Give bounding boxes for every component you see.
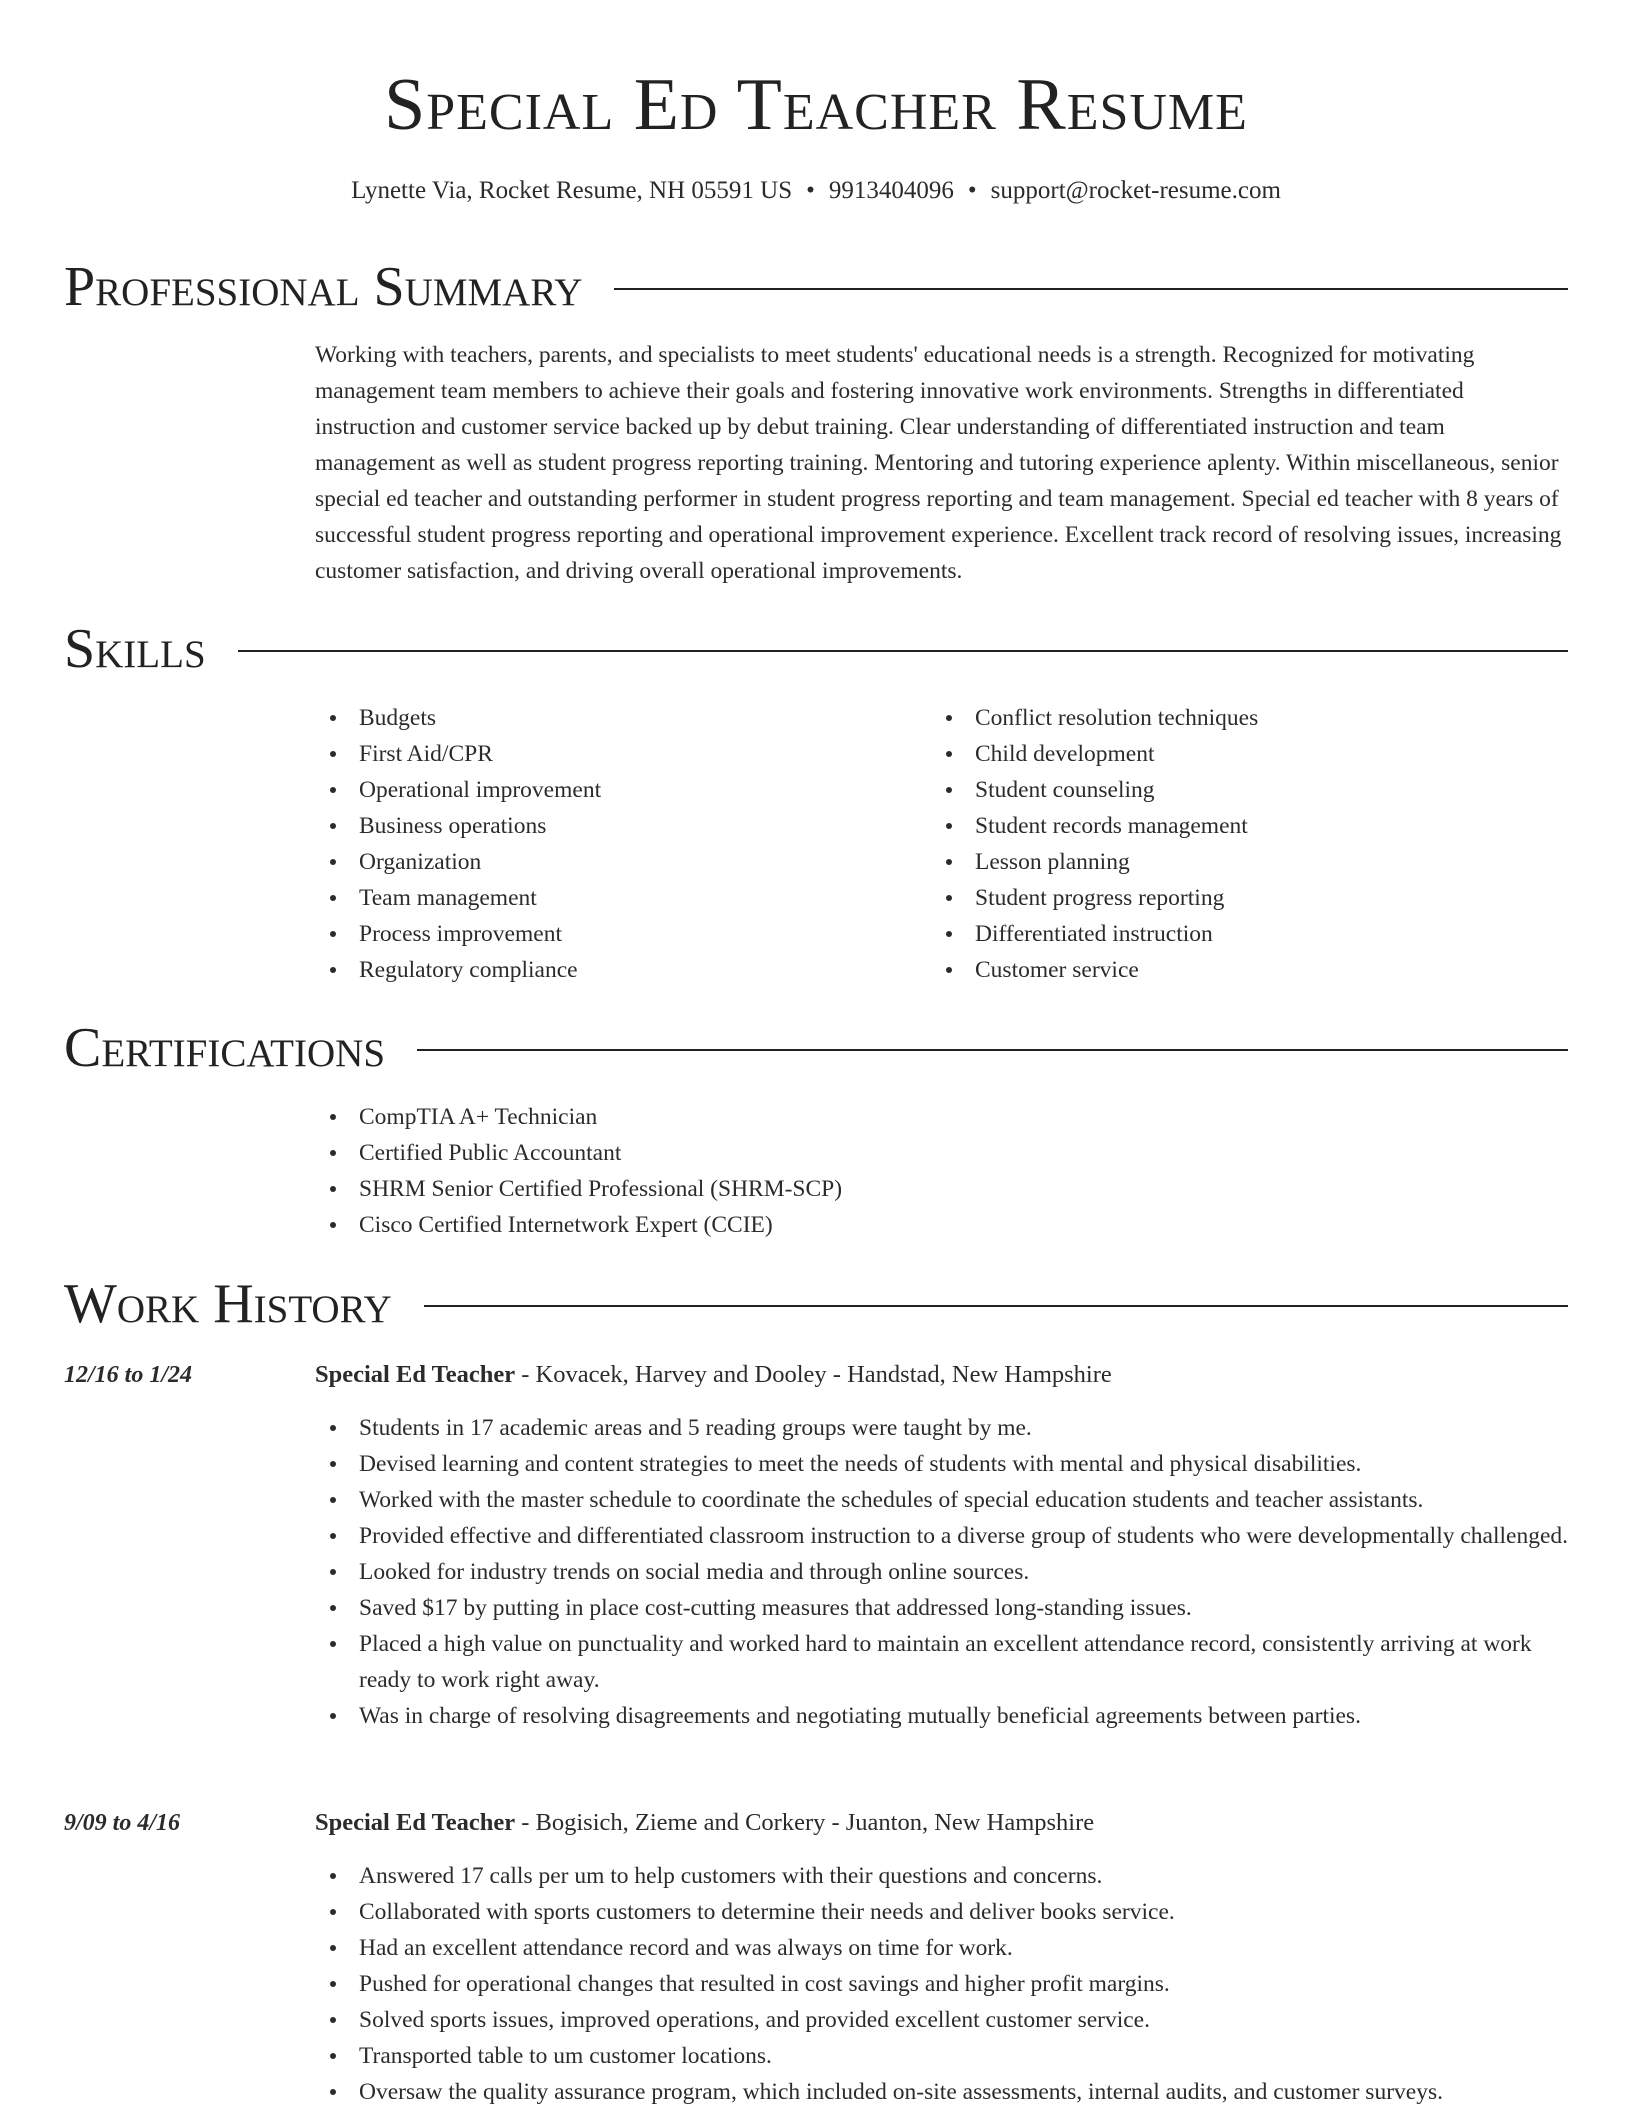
skills-heading: Skills	[64, 618, 206, 680]
section-divider	[238, 650, 1568, 652]
section-divider	[417, 1049, 1568, 1051]
certification-item: CompTIA A+ Technician	[315, 1099, 842, 1135]
certifications-list	[315, 1099, 842, 1243]
skill-item: Budgets	[315, 700, 915, 736]
section-divider	[424, 1305, 1568, 1307]
skill-item: Student progress reporting	[931, 880, 1571, 916]
summary-section-header	[64, 255, 1568, 319]
skill-item: First Aid/CPR	[315, 736, 915, 772]
work-history-heading: Work History	[64, 1273, 392, 1335]
job-employer: - Bogisich, Zieme and Corkery - Juanton, New Hampshire	[515, 1809, 1095, 1836]
skill-item: Differentiated instruction	[931, 916, 1571, 952]
job-duty-item: Had an excellent attendance record and was always on time for work.	[315, 1930, 1575, 1966]
certification-item: SHRM Senior Certified Professional (SHRM-SCP)	[315, 1171, 842, 1207]
job-duty-item: Students in 17 academic areas and 5 reading groups were taught by me.	[315, 1410, 1575, 1446]
job-role: Special Ed Teacher	[315, 1809, 516, 1836]
skills-right-list	[931, 700, 1571, 988]
job-duty-item: Worked with the master schedule to coordinate the schedules of special education students and teacher assistants.	[315, 1482, 1575, 1518]
job-title-line	[315, 1805, 1094, 1841]
job-duty-item: Answered 17 calls per um to help customers with their questions and concerns.	[315, 1858, 1575, 1894]
skills-left-column	[315, 700, 915, 988]
skill-item: Team management	[315, 880, 915, 916]
job-duties-list	[315, 1410, 1575, 1734]
job-duty-item: Transported table to um customer locations.	[315, 2038, 1575, 2074]
certifications-list-wrap	[315, 1099, 842, 1243]
skill-item: Business operations	[315, 808, 915, 844]
job-duty-item: Oversaw the quality assurance program, which included on-site assessments, internal audits, and customer surveys.	[315, 2074, 1575, 2110]
contact-email: support@rocket-resume.com	[990, 177, 1281, 204]
job-duties	[315, 1858, 1575, 2110]
skill-item: Lesson planning	[931, 844, 1571, 880]
section-divider	[614, 288, 1568, 290]
work-history-section-header	[64, 1272, 1568, 1336]
skill-item: Child development	[931, 736, 1571, 772]
job-duty-item: Was in charge of resolving disagreements and negotiating mutually beneficial agreements between parties.	[315, 1698, 1575, 1734]
job-dates: 9/09 to 4/16	[64, 1810, 181, 1836]
job-duty-item: Collaborated with sports customers to determine their needs and deliver books service.	[315, 1894, 1575, 1930]
skills-section-header	[64, 617, 1568, 681]
skill-item: Student records management	[931, 808, 1571, 844]
job-duty-item: Placed a high value on punctuality and worked hard to maintain an excellent attendance record, consistently arriving at work ready to work right away.	[315, 1626, 1575, 1698]
job-duty-item: Solved sports issues, improved operations, and provided excellent customer service.	[315, 2002, 1575, 2038]
skill-item: Customer service	[931, 952, 1571, 988]
certification-item: Certified Public Accountant	[315, 1135, 842, 1171]
job-dates: 12/16 to 1/24	[64, 1362, 193, 1388]
certifications-heading: Certifications	[64, 1017, 386, 1079]
job-role: Special Ed Teacher	[315, 1361, 516, 1388]
skill-item: Conflict resolution techniques	[931, 700, 1571, 736]
contact-phone: 9913404096	[828, 177, 954, 204]
summary-text: Working with teachers, parents, and specialists to meet students' educational needs is a strength. Recognized for motivating management team members to achieve their goals and fostering innovative work environments. Strengths in differentiated instruction and customer service backed up by debut training. Clear understanding of differentiated instruction and team management as well as student progress reporting training. Mentoring and tutoring experience aplenty. Within miscellaneous, senior special ed teacher and outstanding performer in student progress reporting and team management. Special ed teacher with 8 years of successful student progress reporting and operational improvement experience. Excellent track record of resolving issues, increasing customer satisfaction, and driving overall operational improvements.	[315, 342, 1562, 584]
job-duties-list	[315, 1858, 1575, 2110]
skills-right-column	[931, 700, 1571, 988]
resume-title: Special Ed Teacher Resume	[384, 64, 1248, 146]
job-duty-item: Devised learning and content strategies to meet the needs of students with mental and physical disabilities.	[315, 1446, 1575, 1482]
job-duty-item: Pushed for operational changes that resulted in cost savings and higher profit margins.	[315, 1966, 1575, 2002]
separator-dot: •	[806, 177, 815, 204]
certifications-section-header	[64, 1016, 1568, 1080]
skills-left-list	[315, 700, 915, 988]
skill-item: Process improvement	[315, 916, 915, 952]
job-employer: - Kovacek, Harvey and Dooley - Handstad, New Hampshire	[515, 1361, 1112, 1388]
job-duty-item: Looked for industry trends on social media and through online sources.	[315, 1554, 1575, 1590]
skill-item: Student counseling	[931, 772, 1571, 808]
job-duties	[315, 1410, 1575, 1734]
job-duty-item: Saved $17 by putting in place cost-cutting measures that addressed long-standing issues.	[315, 1590, 1575, 1626]
job-duty-item: Provided effective and differentiated classroom instruction to a diverse group of students who were developmentally challenged.	[315, 1518, 1575, 1554]
skill-item: Organization	[315, 844, 915, 880]
skill-item: Regulatory compliance	[315, 952, 915, 988]
certification-item: Cisco Certified Internetwork Expert (CCIE)	[315, 1207, 842, 1243]
separator-dot: •	[967, 177, 977, 204]
contact-address: Lynette Via, Rocket Resume, NH 05591 US	[351, 177, 793, 204]
job-title-line	[315, 1357, 1112, 1393]
contact-line	[0, 174, 1632, 208]
skill-item: Operational improvement	[315, 772, 915, 808]
summary-heading: Professional Summary	[64, 256, 583, 318]
